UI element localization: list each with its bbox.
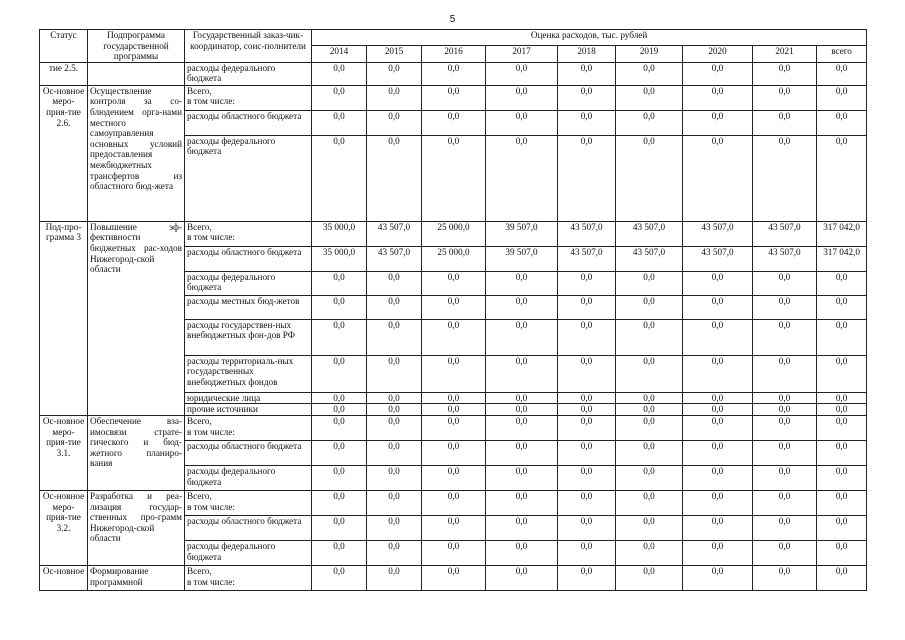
value-cell: 0,0 [558,271,616,295]
value-cell: 0,0 [683,271,753,295]
value-cell: 0,0 [486,319,558,355]
value-cell: 0,0 [616,110,683,135]
program-cell [88,62,185,85]
value-cell: 0,0 [312,392,367,404]
value-cell: 0,0 [486,135,558,221]
category-cell: Всего, в том числе: [185,415,312,440]
value-cell: 0,0 [422,271,486,295]
value-cell: 0,0 [486,404,558,416]
value-cell: 0,0 [486,110,558,135]
value-cell: 0,0 [367,465,422,490]
value-cell: 0,0 [422,110,486,135]
value-cell: 0,0 [422,85,486,110]
category-cell: расходы федерального бюджета [185,62,312,85]
value-cell: 0,0 [312,565,367,590]
category-cell: расходы областного бюджета [185,110,312,135]
category-cell: расходы областного бюджета [185,440,312,465]
value-cell: 35 000,0 [312,246,367,271]
value-cell: 0,0 [558,540,616,565]
value-cell: 0,0 [367,440,422,465]
value-cell: 0,0 [558,295,616,319]
total-header: всего [817,46,867,62]
header-estimate: Оценка расходов, тыс. рублей [312,30,867,46]
value-cell: 0,0 [486,271,558,295]
value-cell: 0,0 [367,295,422,319]
value-cell: 0,0 [558,490,616,515]
value-cell: 0,0 [753,404,817,416]
status-cell: Ос-новное меро-прия-тие 2.6. [40,85,88,221]
value-cell: 0,0 [683,85,753,110]
value-cell: 0,0 [683,135,753,221]
value-cell: 0,0 [486,540,558,565]
value-cell: 0,0 [367,355,422,392]
status-cell: Под-про-грамма 3 [40,221,88,415]
value-cell: 0,0 [817,85,867,110]
year-header: 2015 [367,46,422,62]
value-cell: 0,0 [558,515,616,540]
value-cell: 39 507,0 [486,246,558,271]
value-cell: 0,0 [616,295,683,319]
value-cell: 0,0 [753,85,817,110]
value-cell: 0,0 [367,540,422,565]
value-cell: 0,0 [312,415,367,440]
value-cell: 0,0 [486,295,558,319]
value-cell: 0,0 [683,355,753,392]
value-cell: 0,0 [817,135,867,221]
value-cell: 0,0 [817,355,867,392]
value-cell: 0,0 [422,355,486,392]
value-cell: 0,0 [422,62,486,85]
header-status: Статус [40,30,88,63]
value-cell: 0,0 [558,85,616,110]
value-cell: 0,0 [753,540,817,565]
value-cell: 0,0 [616,440,683,465]
status-cell: тие 2.5. [40,62,88,85]
category-cell: расходы областного бюджета [185,246,312,271]
program-cell: Обеспечение вза-имосвязи страте-гического и бюд-жетного планиро-вания [88,415,185,490]
value-cell: 0,0 [422,404,486,416]
page-number: 5 [449,14,456,25]
value-cell: 0,0 [422,295,486,319]
category-cell: Всего, в том числе: [185,85,312,110]
value-cell: 0,0 [312,355,367,392]
value-cell: 0,0 [817,540,867,565]
value-cell: 0,0 [753,295,817,319]
value-cell: 0,0 [367,565,422,590]
total-value-cell: 317 042,0 [817,221,867,246]
value-cell: 0,0 [558,440,616,465]
category-cell: расходы федерального бюджета [185,465,312,490]
value-cell: 43 507,0 [683,221,753,246]
value-cell: 0,0 [422,465,486,490]
value-cell: 0,0 [367,392,422,404]
value-cell: 0,0 [683,540,753,565]
value-cell: 0,0 [753,415,817,440]
category-cell: Всего, в том числе: [185,221,312,246]
status-cell: Ос-новное меро-прия-тие 3.1. [40,415,88,490]
value-cell: 0,0 [367,85,422,110]
value-cell: 0,0 [753,110,817,135]
value-cell: 43 507,0 [367,246,422,271]
value-cell: 0,0 [312,490,367,515]
value-cell: 0,0 [616,490,683,515]
budget-table [39,29,867,591]
table-row [40,415,867,440]
value-cell: 0,0 [616,515,683,540]
table-row [40,221,867,246]
value-cell: 0,0 [616,271,683,295]
category-cell: Всего, в том числе: [185,565,312,590]
value-cell: 0,0 [616,319,683,355]
value-cell: 0,0 [753,62,817,85]
value-cell: 0,0 [683,319,753,355]
value-cell: 0,0 [817,565,867,590]
value-cell: 0,0 [683,465,753,490]
value-cell: 0,0 [817,110,867,135]
value-cell: 0,0 [367,490,422,515]
value-cell: 0,0 [558,465,616,490]
value-cell: 0,0 [753,515,817,540]
value-cell: 0,0 [558,355,616,392]
header-subprogram: Подпрограмма государственной программы [88,30,185,63]
value-cell: 0,0 [367,271,422,295]
value-cell: 0,0 [558,565,616,590]
value-cell: 0,0 [683,62,753,85]
value-cell: 0,0 [486,565,558,590]
value-cell: 0,0 [422,135,486,221]
value-cell: 0,0 [312,319,367,355]
category-cell: расходы федерального бюджета [185,271,312,295]
category-cell: расходы местных бюд-жетов [185,295,312,319]
value-cell: 0,0 [753,271,817,295]
year-header: 2021 [753,46,817,62]
value-cell: 0,0 [367,135,422,221]
value-cell: 0,0 [753,392,817,404]
category-cell: Всего, в том числе: [185,490,312,515]
value-cell: 0,0 [422,565,486,590]
year-header: 2018 [558,46,616,62]
category-cell: расходы областного бюджета [185,515,312,540]
value-cell: 0,0 [312,440,367,465]
value-cell: 0,0 [683,440,753,465]
value-cell: 0,0 [486,440,558,465]
value-cell: 0,0 [367,110,422,135]
value-cell: 0,0 [312,295,367,319]
category-cell: прочие источники [185,404,312,416]
value-cell: 43 507,0 [753,221,817,246]
value-cell: 0,0 [817,271,867,295]
value-cell: 0,0 [683,490,753,515]
value-cell: 35 000,0 [312,221,367,246]
value-cell: 0,0 [817,295,867,319]
table-row [40,565,867,590]
value-cell: 0,0 [486,515,558,540]
value-cell: 0,0 [683,392,753,404]
value-cell: 0,0 [817,490,867,515]
value-cell: 25 000,0 [422,221,486,246]
table-row [40,490,867,515]
value-cell: 0,0 [753,135,817,221]
value-cell: 0,0 [753,440,817,465]
year-header: 2016 [422,46,486,62]
program-cell: Формирование программной [88,565,185,590]
value-cell: 0,0 [616,62,683,85]
year-header: 2014 [312,46,367,62]
year-header: 2017 [486,46,558,62]
value-cell: 0,0 [312,135,367,221]
value-cell: 0,0 [817,319,867,355]
value-cell: 0,0 [312,85,367,110]
value-cell: 0,0 [817,392,867,404]
value-cell: 0,0 [367,415,422,440]
value-cell: 0,0 [817,415,867,440]
value-cell: 0,0 [367,515,422,540]
value-cell: 0,0 [817,440,867,465]
value-cell: 0,0 [558,319,616,355]
value-cell: 0,0 [753,565,817,590]
value-cell: 43 507,0 [616,246,683,271]
value-cell: 0,0 [312,540,367,565]
value-cell: 0,0 [683,295,753,319]
table-row [40,85,867,110]
value-cell: 0,0 [683,404,753,416]
category-cell: расходы федерального бюджета [185,135,312,221]
value-cell: 0,0 [753,355,817,392]
value-cell: 0,0 [753,465,817,490]
value-cell: 0,0 [312,62,367,85]
value-cell: 0,0 [312,465,367,490]
value-cell: 0,0 [753,319,817,355]
status-cell: Ос-новное [40,565,88,590]
value-cell: 0,0 [367,404,422,416]
category-cell: расходы государствен-ных внебюджетных фон-дов РФ [185,319,312,355]
value-cell: 0,0 [683,110,753,135]
category-cell: юридические лица [185,392,312,404]
value-cell: 0,0 [616,392,683,404]
value-cell: 0,0 [683,515,753,540]
value-cell: 0,0 [616,135,683,221]
value-cell: 0,0 [367,62,422,85]
value-cell: 0,0 [422,490,486,515]
category-cell: расходы территориаль-ных государственных внебюджетных фондов [185,355,312,392]
header-row [40,30,867,46]
value-cell: 0,0 [616,355,683,392]
value-cell: 0,0 [616,465,683,490]
value-cell: 43 507,0 [683,246,753,271]
value-cell: 0,0 [486,85,558,110]
program-cell: Разработка и реа-лизация государ-ственных про-грамм Нижегород-ской области [88,490,185,565]
value-cell: 43 507,0 [616,221,683,246]
value-cell: 0,0 [422,415,486,440]
value-cell: 0,0 [422,515,486,540]
value-cell: 0,0 [486,465,558,490]
category-cell: расходы федерального бюджета [185,540,312,565]
value-cell: 0,0 [558,110,616,135]
value-cell: 43 507,0 [558,246,616,271]
value-cell: 0,0 [558,135,616,221]
value-cell: 0,0 [422,392,486,404]
value-cell: 0,0 [817,465,867,490]
program-cell: Повышение эф-фективности бюджетных рас-ходов Нижегород-ской области [88,221,185,415]
value-cell: 0,0 [558,392,616,404]
table-body [40,62,867,590]
value-cell: 0,0 [486,490,558,515]
value-cell: 0,0 [817,404,867,416]
value-cell: 0,0 [312,404,367,416]
value-cell: 0,0 [558,62,616,85]
value-cell: 0,0 [817,62,867,85]
value-cell: 0,0 [486,415,558,440]
value-cell: 0,0 [616,540,683,565]
header-customer: Государственный заказ-чик-координатор, соис-полнители [185,30,312,63]
value-cell: 0,0 [753,490,817,515]
value-cell: 0,0 [616,404,683,416]
value-cell: 0,0 [683,415,753,440]
value-cell: 0,0 [616,565,683,590]
value-cell: 0,0 [312,515,367,540]
value-cell: 0,0 [558,404,616,416]
program-cell: Осуществление контроля за со-блюдением орга-нами местного самоуправления основных условий предоставления межбюджетных трансфертов из областного бюд-жета [88,85,185,221]
status-cell: Ос-новное меро-прия-тие 3.2. [40,490,88,565]
value-cell: 0,0 [817,515,867,540]
value-cell: 0,0 [312,271,367,295]
value-cell: 0,0 [486,392,558,404]
year-header: 2020 [683,46,753,62]
value-cell: 0,0 [683,565,753,590]
value-cell: 43 507,0 [753,246,817,271]
value-cell: 25 000,0 [422,246,486,271]
value-cell: 0,0 [367,319,422,355]
value-cell: 0,0 [422,540,486,565]
value-cell: 0,0 [558,415,616,440]
table-row [40,62,867,85]
value-cell: 43 507,0 [558,221,616,246]
value-cell: 39 507,0 [486,221,558,246]
value-cell: 0,0 [422,440,486,465]
value-cell: 0,0 [616,85,683,110]
value-cell: 0,0 [422,319,486,355]
value-cell: 0,0 [486,62,558,85]
value-cell: 0,0 [486,355,558,392]
value-cell: 43 507,0 [367,221,422,246]
value-cell: 0,0 [312,110,367,135]
year-header: 2019 [616,46,683,62]
value-cell: 0,0 [616,415,683,440]
total-value-cell: 317 042,0 [817,246,867,271]
